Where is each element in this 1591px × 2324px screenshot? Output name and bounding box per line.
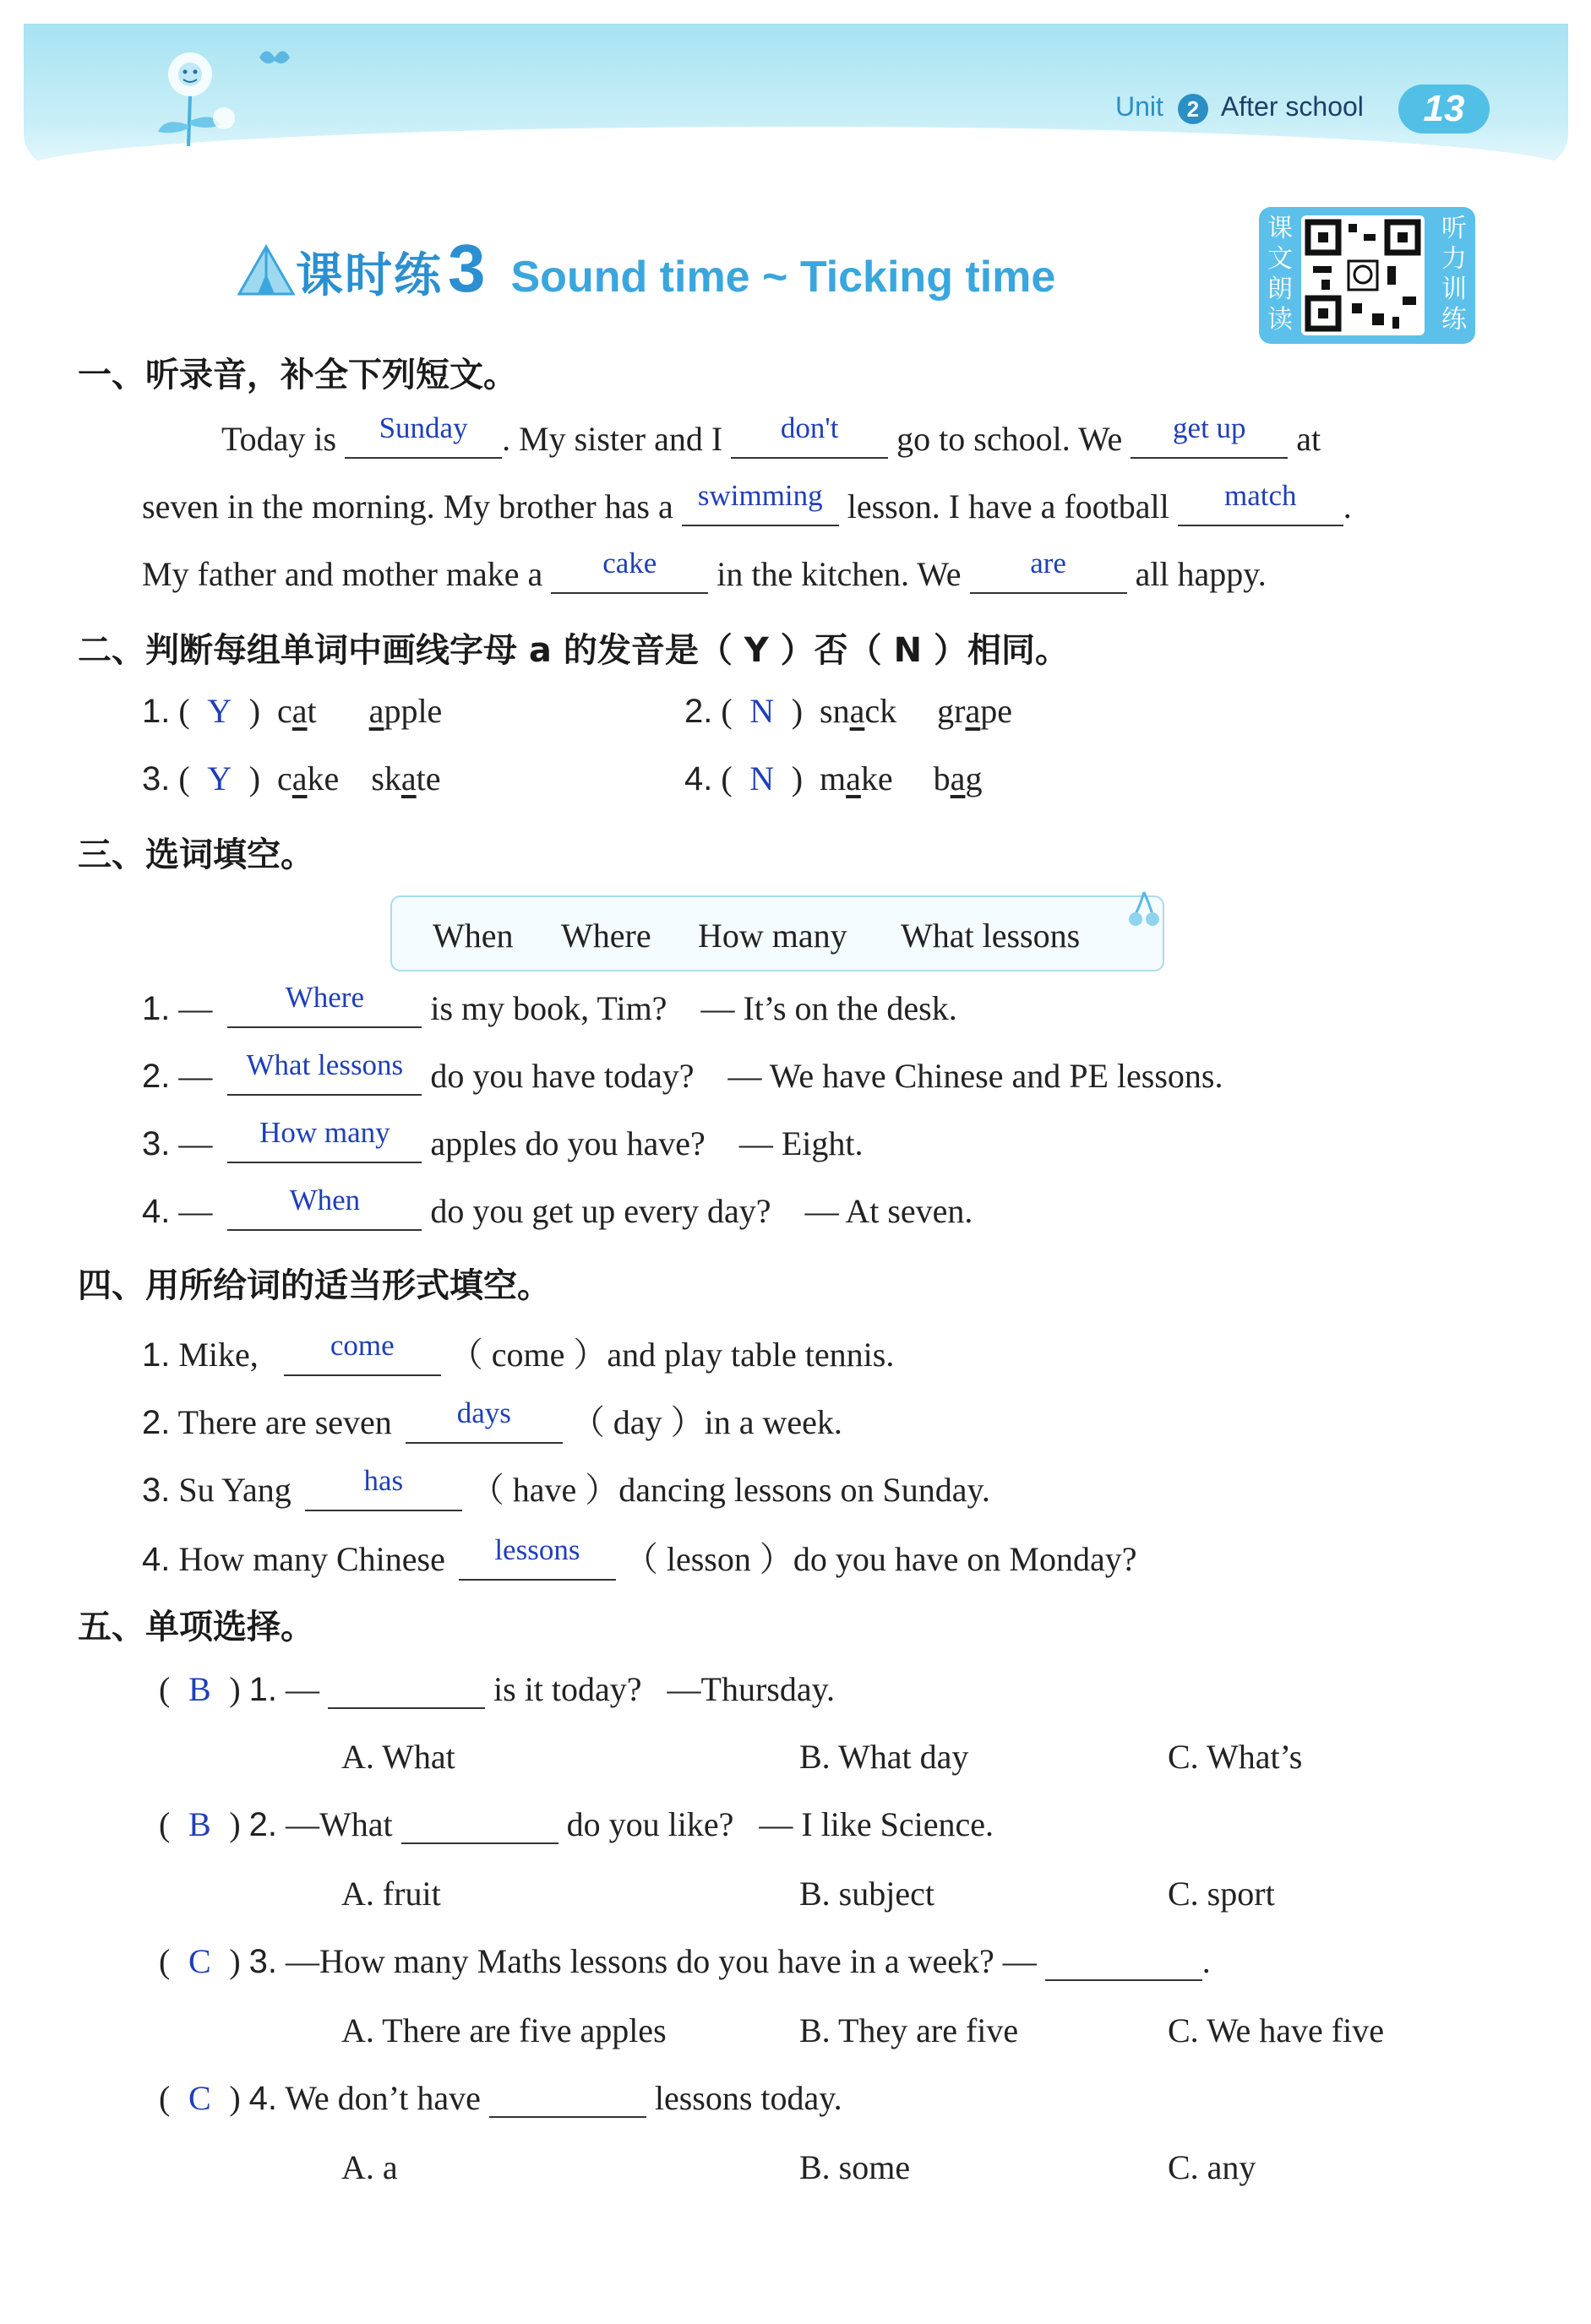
s3-blank-3[interactable] (227, 1116, 422, 1163)
option-c[interactable]: C. any (1168, 2148, 1256, 2186)
item-number: 3. (142, 1125, 171, 1162)
s4-hint-1: （ come ） (449, 1336, 608, 1374)
option-a[interactable]: A. What (341, 1738, 455, 1776)
s3-reply-1: — It’s on the desk. (700, 989, 957, 1027)
s1-blank-1[interactable] (345, 411, 502, 459)
lesson-title-cn: 课时练 (296, 248, 443, 302)
option-b[interactable]: B. They are five (799, 2011, 1019, 2049)
tent-icon (232, 235, 300, 302)
s3-answer-4: When (289, 1184, 361, 1216)
s1-blank-2[interactable] (731, 411, 888, 459)
option-a[interactable]: A. fruit (341, 1875, 441, 1913)
lesson-title-en: Sound time ~ Ticking time (510, 253, 1056, 302)
s3-answer-3: How many (259, 1116, 390, 1149)
s3-item-2: 2. — What lessons do you have today? — We have Chinese and PE lessons. (142, 1048, 1223, 1095)
item-number: 2. (142, 1058, 171, 1095)
qr-right-label: 听力训练 (1441, 214, 1467, 335)
s1-answer-3: get up (1173, 411, 1246, 444)
item-number: 1. (142, 693, 171, 730)
item-number: 1. (248, 1671, 278, 1708)
s4-hint-3: （ have ） (470, 1471, 619, 1509)
s3-reply-2: — We have Chinese and PE lessons. (727, 1057, 1223, 1095)
s1-blank-6[interactable] (551, 547, 708, 594)
s2-item-3: 3. ( Y ) cake skate (142, 759, 441, 797)
s1-line-2 (142, 479, 1352, 526)
s1-text: all happy. (1135, 555, 1267, 593)
s2-word-4a: make (820, 759, 893, 797)
s1-text: Today is (221, 420, 337, 458)
s1-blank-3[interactable] (1131, 411, 1288, 459)
item-number: 3. (248, 1943, 278, 1980)
s4-answer-2: days (456, 1396, 511, 1429)
s3-blank-4[interactable] (227, 1184, 422, 1231)
s2-answer-1[interactable]: Y (207, 692, 232, 730)
s1-text: . (1343, 487, 1352, 525)
s5-blank-2[interactable] (401, 1805, 558, 1844)
page-number: 13 (1398, 84, 1490, 133)
s1-text: at (1296, 420, 1321, 458)
item-number: 4. (248, 2080, 278, 2117)
s5-question-1: is it today? (493, 1670, 642, 1708)
s3-reply-4: — At seven. (804, 1192, 973, 1230)
s1-answer-2: don't (780, 411, 839, 444)
word-bank-item: How many (698, 917, 847, 955)
s4-answer-3: has (363, 1464, 404, 1497)
s1-text: in the kitchen. We (716, 555, 962, 593)
s4-text-4: do you have on Monday? (793, 1540, 1137, 1578)
option-c[interactable]: C. sport (1168, 1875, 1275, 1913)
option-b[interactable]: B. What day (799, 1738, 969, 1776)
qr-code-icon[interactable] (1301, 215, 1425, 335)
word-bank-item: What lessons (901, 917, 1081, 955)
s4-answer-4: lessons (494, 1533, 580, 1566)
s5-reply-2: — I like Science. (759, 1805, 994, 1843)
s5-item-2: ( B ) 2. —What do you like? — I like Science. (159, 1805, 994, 1843)
word-bank-item: Where (561, 917, 651, 955)
item-number: 3. (142, 1472, 171, 1509)
s2-word-1b: apple (368, 692, 443, 730)
item-number: 1. (142, 1336, 171, 1374)
s1-answer-4: swimming (697, 479, 823, 512)
s4-blank-4[interactable] (459, 1533, 616, 1581)
s3-item-1: 1. — Where is my book, Tim? — It’s on the desk. (142, 981, 957, 1027)
word-bank (390, 895, 1164, 972)
option-c[interactable]: C. We have five (1168, 2011, 1384, 2049)
s5-answer-2[interactable]: B (188, 1805, 211, 1843)
word-bank-item: When (433, 917, 514, 955)
s4-hint-4: （ lesson ） (624, 1540, 793, 1578)
s2-word-3a: cake (277, 759, 340, 797)
s2-word-2a: snack (820, 692, 897, 730)
cherry-icon (1125, 889, 1163, 931)
s3-reply-3: — Eight. (738, 1124, 864, 1162)
qr-block[interactable] (1259, 207, 1475, 344)
flower-butterfly-icon (139, 41, 317, 150)
s5-question-3: —How many Maths lessons do you have in a week? — (286, 1942, 1037, 1980)
item-number: 4. (142, 1193, 171, 1230)
s1-line-3 (142, 547, 1267, 594)
s4-text-2: in a week. (704, 1403, 842, 1441)
s2-answer-2[interactable]: N (749, 692, 775, 730)
s4-hint-2: （ day ） (570, 1403, 705, 1441)
s1-text: go to school. We (896, 420, 1123, 458)
s4-text-1: and play table tennis. (607, 1336, 895, 1374)
s1-answer-6: cake (602, 547, 657, 580)
s3-answer-1: Where (285, 981, 364, 1014)
s3-blank-1[interactable] (227, 981, 422, 1028)
s1-answer-1: Sunday (379, 411, 468, 444)
s3-item-4: 4. — When do you get up every day? — At seven. (142, 1184, 973, 1230)
s1-text: My father and mother make a (142, 555, 543, 593)
s2-item-1: 1. ( Y ) cat apple (142, 692, 443, 730)
s3-question-2: do you have today? (430, 1057, 695, 1095)
s2-answer-3[interactable]: Y (207, 759, 232, 797)
s2-word-2b: grape (937, 692, 1012, 730)
s2-word-1a: cat (277, 692, 317, 730)
section-4-heading: 四、用所给词的适当形式填空。 (78, 1266, 551, 1305)
s4-blank-3[interactable] (305, 1464, 462, 1511)
s3-question-4: do you get up every day? (430, 1192, 771, 1230)
qr-left-label: 课文朗读 (1267, 214, 1293, 335)
s4-text-3: dancing lessons on Sunday. (618, 1471, 990, 1509)
s4-answer-1: come (330, 1329, 395, 1362)
s4-item-2: 2. There are seven days （ day ）in a week. (142, 1396, 842, 1444)
item-number: 2. (248, 1806, 278, 1843)
s3-blank-2[interactable] (227, 1048, 422, 1096)
s3-item-3: 3. — How many apples do you have? — Eight. (142, 1116, 864, 1162)
s5-blank-1[interactable] (328, 1670, 485, 1709)
s4-item-3: 3. Su Yang has （ have ）dancing lessons on Sunday. (142, 1463, 990, 1511)
s3-question-1: is my book, Tim? (430, 989, 667, 1027)
s4-item-1: 1. Mike, come （ come ）and play table tennis. (142, 1328, 894, 1376)
section-2-heading: 二、判断每组单词中画线字母 a 的发音是（ Y ）否（ N ）相同。 (78, 631, 1069, 670)
s1-blank-7[interactable] (970, 547, 1127, 594)
s3-question-3: apples do you have? (430, 1124, 706, 1162)
item-number: 4. (684, 760, 713, 797)
unit-number: 2 (1178, 94, 1208, 124)
option-a[interactable]: A. There are five apples (341, 2011, 667, 2049)
s4-item-4: 4. How many Chinese lessons （ lesson ）do you have on Monday? (142, 1532, 1136, 1581)
section-5-heading: 五、单项选择。 (78, 1608, 314, 1646)
s5-answer-4[interactable]: C (188, 2079, 211, 2117)
s1-line-1 (221, 411, 1321, 459)
s5-item-1: ( B ) 1. — is it today? —Thursday. (159, 1670, 836, 1708)
s1-blank-4[interactable] (682, 479, 839, 526)
s5-blank-3[interactable] (1045, 1942, 1202, 1981)
s5-answer-1[interactable]: B (188, 1670, 211, 1708)
s4-blank-1[interactable] (284, 1329, 441, 1376)
item-number: 1. (142, 990, 171, 1027)
option-c[interactable]: C. What’s (1168, 1738, 1303, 1776)
lesson-title (296, 230, 1055, 306)
s5-reply-1: —Thursday. (667, 1670, 836, 1708)
s1-text: seven in the morning. My brother has a (142, 487, 673, 525)
s1-answer-5: match (1223, 479, 1297, 512)
s2-answer-4[interactable]: N (749, 759, 775, 797)
item-number: 2. (142, 1404, 171, 1441)
unit-word: Unit (1115, 91, 1163, 122)
s3-answer-2: What lessons (246, 1048, 404, 1081)
s2-word-4b: bag (933, 759, 983, 797)
s2-word-3b: skate (371, 759, 441, 797)
s5-item-3: ( C ) 3. —How many Maths lessons do you have in a week? — . (159, 1942, 1211, 1980)
s5-answer-3[interactable]: C (188, 1942, 211, 1980)
s1-blank-5[interactable] (1178, 479, 1343, 526)
s1-answer-7: are (1030, 547, 1066, 580)
option-b[interactable]: B. subject (799, 1875, 934, 1913)
option-a[interactable]: A. a (341, 2148, 398, 2186)
item-number: 2. (684, 693, 713, 730)
section-1-heading: 一、听录音，补全下列短文。 (78, 356, 517, 395)
unit-title: After school (1220, 91, 1364, 122)
s5-blank-4[interactable] (489, 2079, 646, 2118)
s1-text: lesson. I have a football (847, 487, 1169, 525)
s4-blank-2[interactable] (406, 1396, 563, 1444)
s5-question-2: do you like? (566, 1805, 734, 1843)
option-b[interactable]: B. some (799, 2148, 911, 2186)
s2-item-2: 2. ( N ) snack grape (684, 692, 1012, 730)
item-number: 4. (142, 1541, 171, 1578)
unit-label (1115, 91, 1364, 124)
s1-text: . My sister and I (502, 420, 723, 458)
item-number: 3. (142, 760, 171, 797)
s2-item-4: 4. ( N ) make bag (684, 759, 983, 797)
section-3-heading: 三、选词填空。 (78, 835, 314, 874)
lesson-number: 3 (448, 231, 486, 306)
s5-item-4: ( C ) 4. We don’t have lessons today. (159, 2079, 842, 2117)
s5-question-4: We don’t have (285, 2079, 481, 2117)
